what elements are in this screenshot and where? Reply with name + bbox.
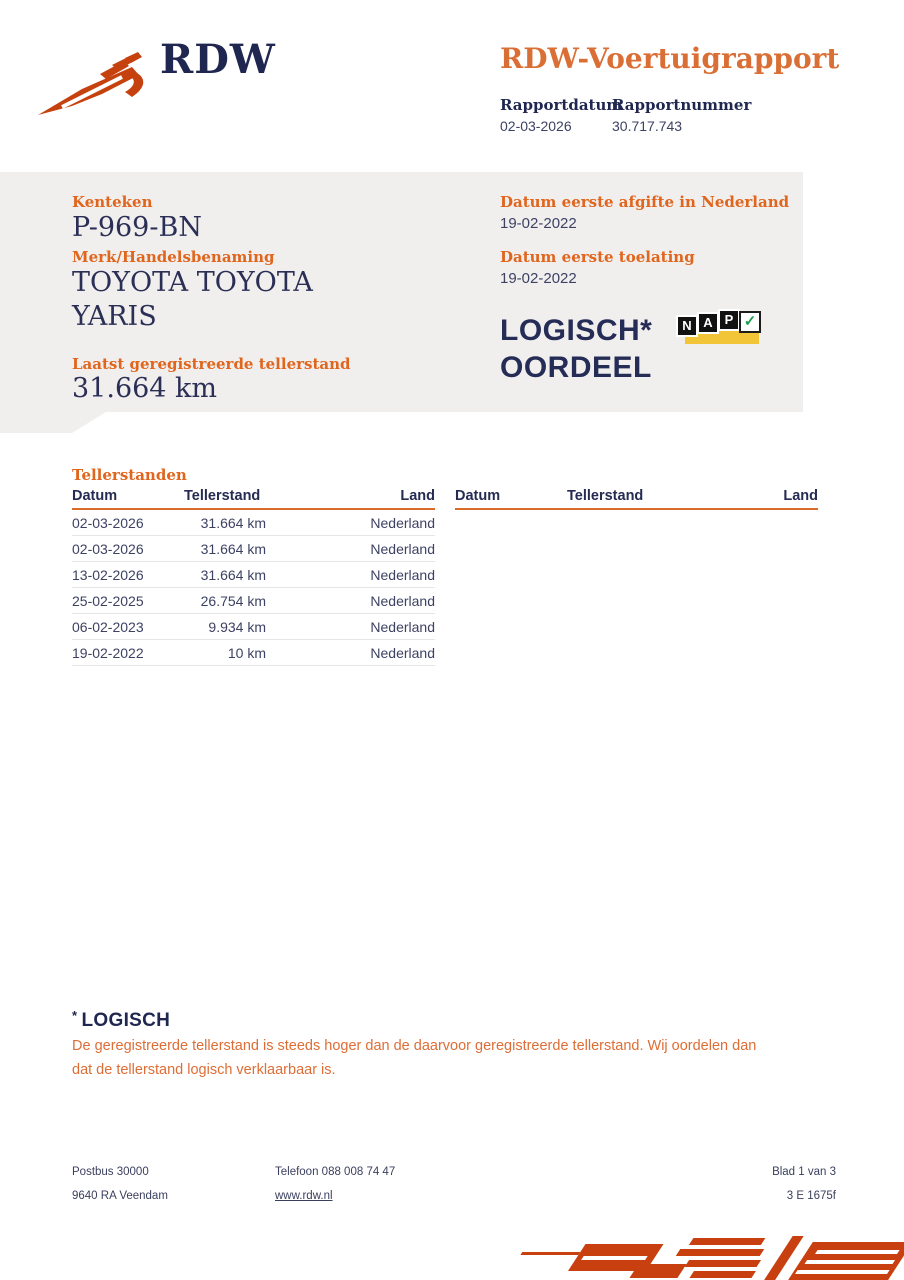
cell-land: Nederland xyxy=(370,593,435,609)
footer-phone: Telefoon 088 008 74 47 xyxy=(275,1166,396,1178)
oordeel-text xyxy=(500,312,652,386)
cell-land: Nederland xyxy=(370,541,435,557)
merk-label: Merk/Handelsbenaming xyxy=(72,248,275,266)
kenteken-value: P-969-BN xyxy=(72,212,202,243)
col-header-datum: Datum xyxy=(455,488,501,504)
toelating-value: 19-02-2022 xyxy=(500,270,577,287)
report-date-label: Rapportdatum xyxy=(500,96,623,114)
footnote-title xyxy=(72,1008,170,1032)
cell-datum: 19-02-2022 xyxy=(72,645,144,661)
cell-datum: 06-02-2023 xyxy=(72,619,144,635)
cell-tellerstand: 9.934 km xyxy=(208,619,266,635)
kenteken-label: Kenteken xyxy=(72,193,153,211)
afgifte-label: Datum eerste afgifte in Nederland xyxy=(500,193,790,211)
merk-value-line2: YARIS xyxy=(72,301,157,332)
cell-tellerstand: 31.664 km xyxy=(200,515,266,531)
report-number-value: 30.717.743 xyxy=(612,118,683,134)
cell-tellerstand: 26.754 km xyxy=(200,593,266,609)
oordeel-line1: LOGISCH* xyxy=(500,314,653,347)
table-row xyxy=(72,588,435,614)
nap-letter-p: P xyxy=(718,309,740,331)
tellerstand-label: Laatst geregistreerde tellerstand xyxy=(72,355,351,373)
nap-letter-n: N xyxy=(676,315,698,337)
tellerstanden-table xyxy=(72,488,435,666)
table-row xyxy=(72,640,435,666)
oordeel-line2: OORDEEL xyxy=(500,351,652,384)
cell-tellerstand: 10 km xyxy=(227,645,266,661)
tellerstand-value: 31.664 km xyxy=(72,373,218,404)
footnote-text: De geregistreerde tellerstand is steeds hoger dan de daarvoor geregistreerde tellerstand. Wij oordelen dan dat de tellerstand logisch verklaarbaar is. xyxy=(72,1038,757,1078)
road-stripes-graphic xyxy=(518,1234,904,1280)
cell-datum: 02-03-2026 xyxy=(72,515,144,531)
afgifte-value: 19-02-2022 xyxy=(500,215,577,232)
merk-value-line1: TOYOTA TOYOTA xyxy=(72,267,313,298)
table-row xyxy=(72,510,435,536)
footer-website-link[interactable]: www.rdw.nl xyxy=(275,1190,333,1202)
rdw-wordmark: RDW xyxy=(160,36,276,83)
table-row xyxy=(72,562,435,588)
page-title: RDW-Voertuigrapport xyxy=(500,42,840,75)
footer-address-line1: Postbus 30000 xyxy=(72,1166,149,1178)
footnote-title-word: LOGISCH xyxy=(81,1010,171,1031)
table-header-row xyxy=(72,488,435,510)
nap-logo xyxy=(676,306,764,352)
cell-datum: 25-02-2025 xyxy=(72,593,144,609)
cell-tellerstand: 31.664 km xyxy=(200,567,266,583)
cell-land: Nederland xyxy=(370,567,435,583)
cell-land: Nederland xyxy=(370,515,435,531)
col-header-land: Land xyxy=(400,488,435,504)
col-header-land: Land xyxy=(783,488,818,504)
rdw-logo-icon xyxy=(34,52,166,122)
tellerstanden-table-2 xyxy=(455,488,818,510)
footer-page-number: Blad 1 van 3 xyxy=(772,1166,836,1178)
col-header-tellerstand: Tellerstand xyxy=(184,488,261,504)
nap-check-icon: ✓ xyxy=(739,311,761,333)
summary-panel-notch xyxy=(0,412,106,433)
toelating-label: Datum eerste toelating xyxy=(500,248,695,266)
cell-datum: 13-02-2026 xyxy=(72,567,144,583)
cell-land: Nederland xyxy=(370,645,435,661)
footer-address-line2: 9640 RA Veendam xyxy=(72,1190,168,1202)
report-date-value: 02-03-2026 xyxy=(500,118,572,134)
cell-datum: 02-03-2026 xyxy=(72,541,144,557)
tellerstanden-section-title: Tellerstanden xyxy=(72,466,187,484)
col-header-datum: Datum xyxy=(72,488,118,504)
nap-letter-a: A xyxy=(697,312,719,334)
cell-tellerstand: 31.664 km xyxy=(200,541,266,557)
footnote-marker: * xyxy=(72,1008,78,1023)
table-row xyxy=(72,536,435,562)
cell-land: Nederland xyxy=(370,619,435,635)
col-header-tellerstand: Tellerstand xyxy=(567,488,644,504)
footer-doc-code: 3 E 1675f xyxy=(786,1190,836,1202)
table-row xyxy=(72,614,435,640)
report-number-label: Rapportnummer xyxy=(612,96,752,114)
table-header-row xyxy=(455,488,818,510)
